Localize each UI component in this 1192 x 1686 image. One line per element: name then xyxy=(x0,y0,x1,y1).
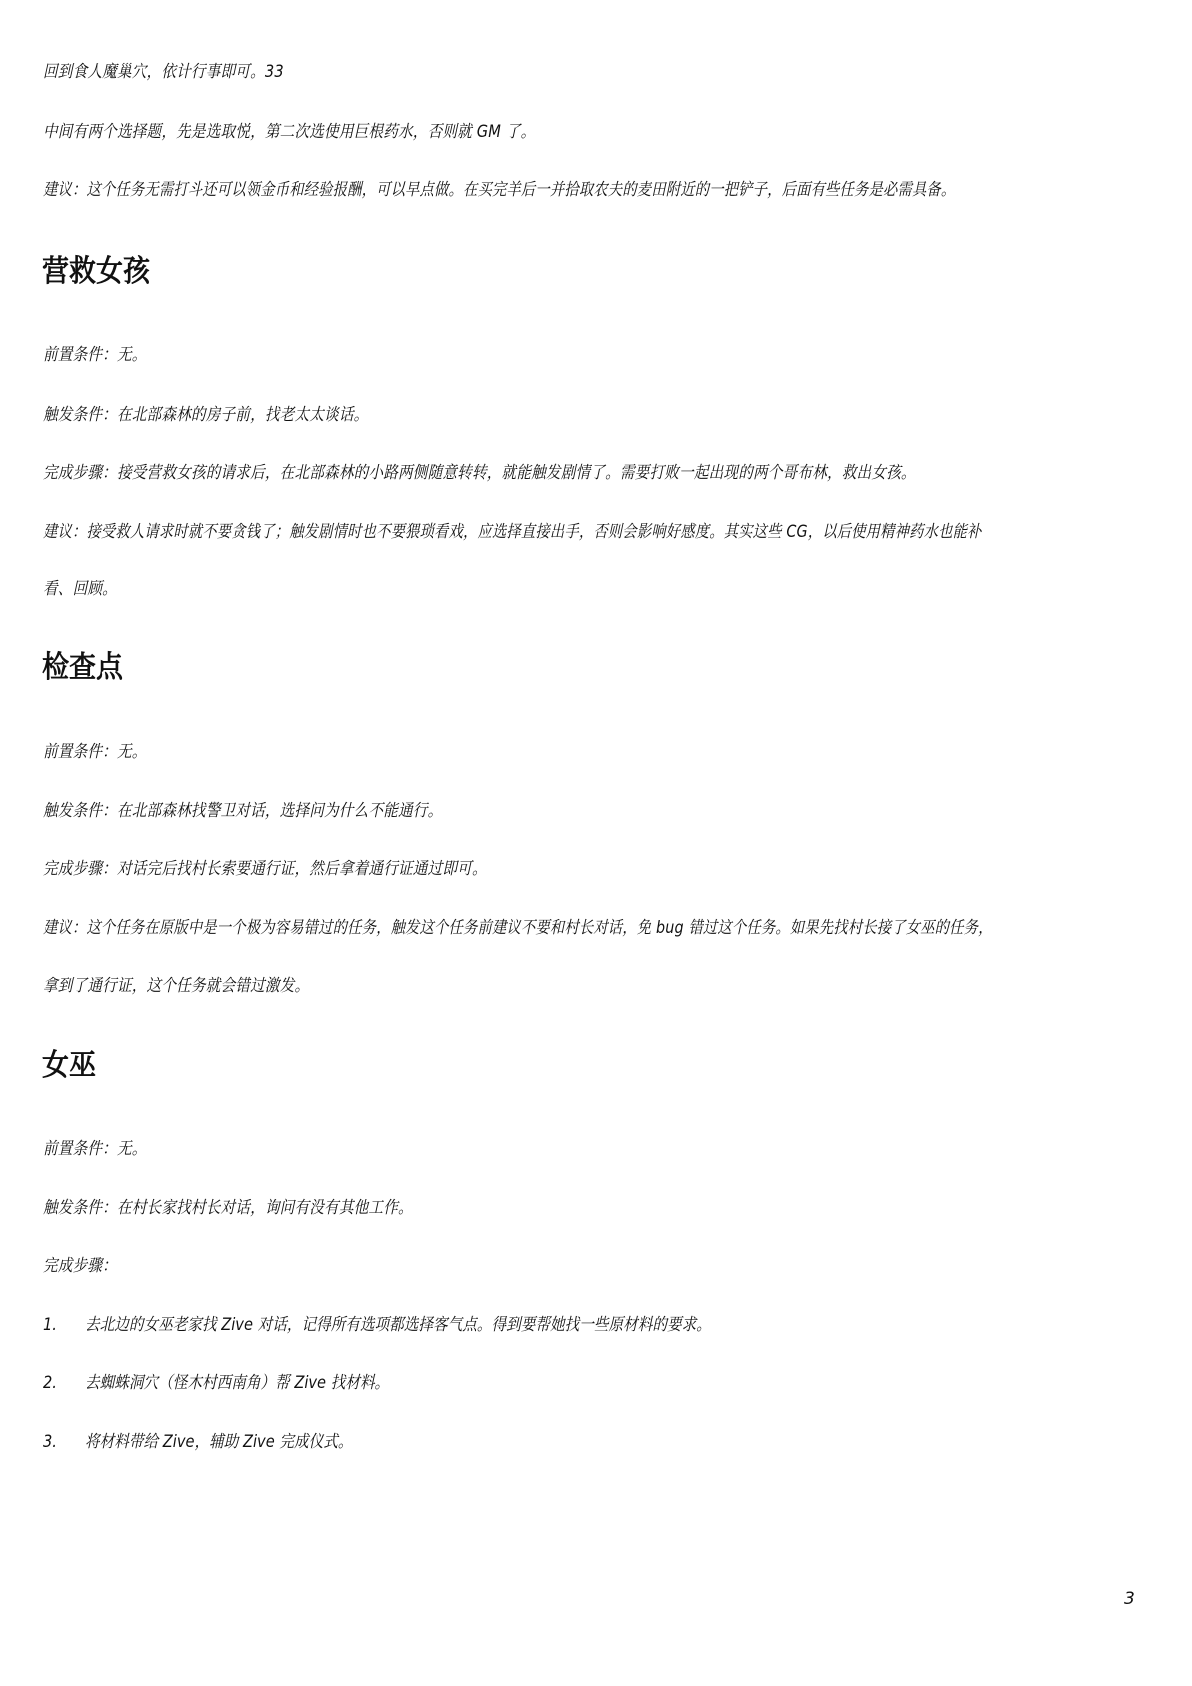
trigger-line: 触发条件：在北部森林的房子前，找老太太谈话。 xyxy=(43,405,369,425)
prerequisite-line: 前置条件：无。 xyxy=(43,345,147,365)
advice-line: 建议：接受救人请求时就不要贪钱了；触发剧情时也不要猥琐看戏，应选择直接出手，否则会影响好感度。其实这些 CG，以后使用精神药水也能补 xyxy=(43,522,982,542)
section-heading-checkpoint: 检查点 xyxy=(42,650,123,685)
advice-line-continued: 看、回顾。 xyxy=(43,579,117,599)
intro-line: 回到食人魔巢穴，依计行事即可。33 xyxy=(43,62,284,82)
section-heading-witch: 女巫 xyxy=(42,1048,96,1083)
page-number: 3 xyxy=(1124,1589,1135,1609)
prerequisite-line: 前置条件：无。 xyxy=(43,1139,147,1159)
trigger-line: 触发条件：在北部森林找警卫对话，选择问为什么不能通行。 xyxy=(43,801,443,821)
steps-line: 完成步骤：接受营救女孩的请求后，在北部森林的小路两侧随意转转，就能触发剧情了。需要打败一起出现的两个哥布林，救出女孩。 xyxy=(43,463,916,483)
list-number: 3. xyxy=(43,1432,57,1452)
intro-advice: 建议：这个任务无需打斗还可以领金币和经验报酬，可以早点做。在买完羊后一并拾取农夫的麦田附近的一把铲子，后面有些任务是必需具备。 xyxy=(43,180,956,200)
list-text: 去北边的女巫老家找 Zive 对话，记得所有选项都选择客气点。得到要帮她找一些原材料的要求。 xyxy=(85,1315,711,1335)
list-number: 2. xyxy=(43,1373,57,1393)
prerequisite-line: 前置条件：无。 xyxy=(43,742,147,762)
list-text: 将材料带给 Zive，辅助 Zive 完成仪式。 xyxy=(85,1432,353,1452)
list-number: 1. xyxy=(43,1315,57,1335)
trigger-line: 触发条件：在村长家找村长对话，询问有没有其他工作。 xyxy=(43,1198,413,1218)
section-heading-rescue-girl: 营救女孩 xyxy=(42,254,150,289)
steps-label: 完成步骤： xyxy=(43,1256,117,1276)
advice-line-continued: 拿到了通行证，这个任务就会错过激发。 xyxy=(43,976,310,996)
list-text: 去蜘蛛洞穴（怪木村西南角）帮 Zive 找材料。 xyxy=(85,1373,390,1393)
intro-line: 中间有两个选择题，先是选取悦，第二次选使用巨根药水，否则就 GM 了。 xyxy=(43,122,536,142)
advice-line: 建议：这个任务在原版中是一个极为容易错过的任务，触发这个任务前建议不要和村长对话，免 bug 错过这个任务。如果先找村长接了女巫的任务， xyxy=(43,918,993,938)
steps-line: 完成步骤：对话完后找村长索要通行证，然后拿着通行证通过即可。 xyxy=(43,859,487,879)
